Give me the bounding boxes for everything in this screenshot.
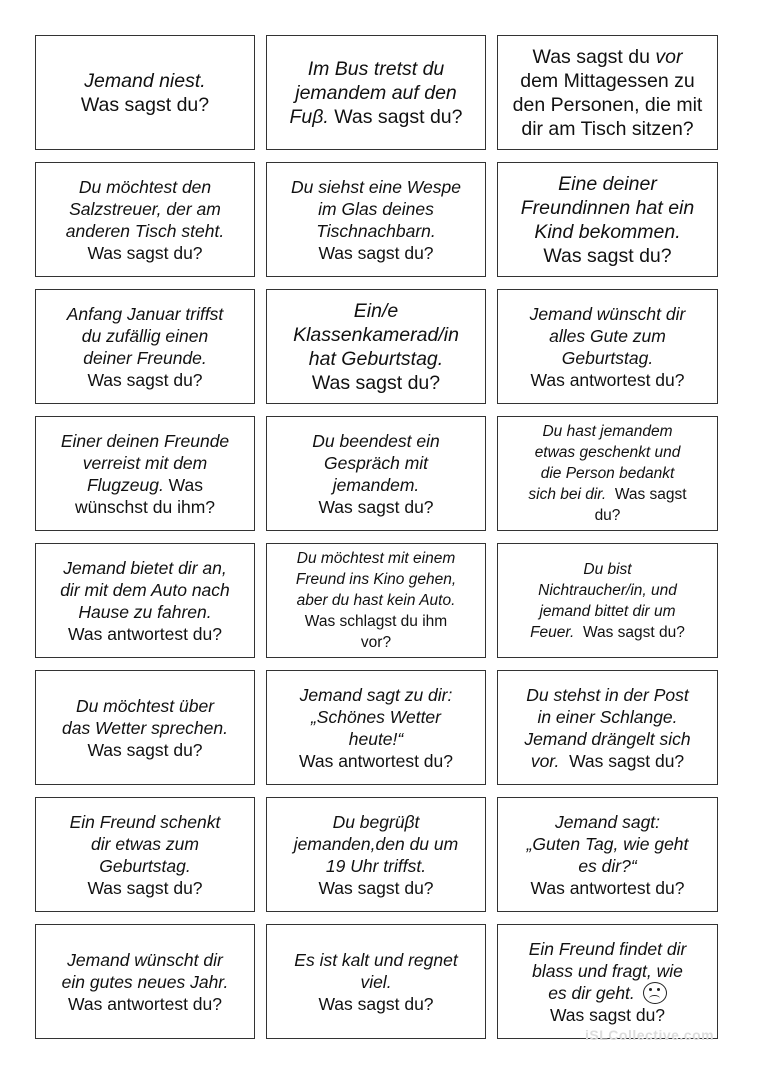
card-line — [297, 590, 456, 611]
situation-text: 19 Uhr triffst. — [325, 855, 427, 876]
situation-text: das Wetter sprechen. — [61, 717, 228, 738]
card-line — [291, 176, 461, 198]
card-line — [87, 369, 202, 391]
situation-text: jemanden,den du um — [293, 833, 459, 854]
card-line — [537, 706, 677, 728]
situation-text: Jemand sagt: — [554, 811, 661, 832]
conversation-card — [497, 162, 718, 277]
situation-text: aber du hast kein Auto. — [296, 592, 456, 609]
situation-text: Ein Freund findet dir — [528, 938, 687, 959]
card-line — [63, 557, 226, 579]
card-line — [531, 750, 684, 772]
question-text: Was sagst du? — [574, 623, 685, 641]
card-line — [297, 548, 456, 569]
question-text: Was antwortest du? — [67, 623, 222, 644]
question-text: Was sagst du? — [318, 242, 434, 263]
card-line — [296, 569, 456, 590]
conversation-card — [497, 35, 718, 150]
card-line — [535, 442, 681, 463]
question-text: Was schlagst du ihm — [304, 613, 448, 630]
watermark: iSLCollective.com — [585, 1027, 715, 1043]
situation-text: Nichtraucher/in, und — [538, 581, 677, 599]
card-line — [83, 452, 207, 474]
card-line — [294, 949, 457, 971]
card-line — [541, 463, 675, 484]
situation-text: im Glas deines — [318, 198, 434, 219]
card-line — [311, 706, 441, 728]
card-line — [533, 45, 683, 69]
question-text: Was antwortest du? — [530, 369, 685, 390]
question-text: Was antwortest du? — [298, 750, 453, 771]
card-line — [550, 1004, 665, 1026]
card-line — [529, 938, 687, 960]
question-text: wünschst du ihm? — [74, 496, 216, 517]
situation-text: Tischnachbarn. — [316, 220, 436, 241]
card-line — [87, 242, 202, 264]
situation-text: Jemand niest. — [84, 69, 206, 92]
card-line — [555, 811, 660, 833]
question-text: Was sagst du? — [318, 877, 434, 898]
conversation-card — [497, 416, 718, 531]
conversation-card — [497, 924, 718, 1039]
situation-text: Du siehst eine Wespe — [291, 176, 461, 197]
situation-text: Kind bekommen. — [534, 220, 681, 243]
situation-text: Du begrüβt — [332, 811, 420, 832]
conversation-card — [266, 289, 486, 404]
card-line — [69, 198, 221, 220]
card-line — [526, 684, 688, 706]
question-text: Was sagst — [606, 486, 687, 503]
card-line — [68, 623, 222, 645]
situation-text: vor — [655, 45, 683, 68]
card-line — [532, 960, 683, 982]
question-text: Was sagst du? — [559, 750, 685, 771]
sad-face-icon — [643, 982, 667, 1004]
card-line — [534, 220, 680, 244]
card-line — [530, 877, 684, 899]
card-line — [530, 303, 686, 325]
question-text: Was sagst du? — [543, 244, 672, 267]
situation-text: es dir geht. — [548, 982, 635, 1003]
situation-text: Gespräch mit — [323, 452, 429, 473]
conversation-card — [266, 543, 486, 658]
card-line — [308, 57, 445, 81]
situation-text: Einer deinen Freunde — [60, 430, 230, 451]
situation-text: Flugzeug. — [86, 474, 164, 495]
card-line — [318, 496, 433, 518]
question-text: Was sagst du? — [80, 93, 210, 116]
card-line — [318, 877, 433, 899]
situation-text: Du bist — [583, 560, 632, 578]
conversation-card — [497, 289, 718, 404]
conversation-card — [35, 162, 255, 277]
situation-text: Klassenkamerad/in — [293, 323, 459, 346]
conversation-card — [35, 35, 255, 150]
card-line — [67, 949, 223, 971]
card-line — [83, 347, 207, 369]
card-line — [360, 971, 391, 993]
situation-text: Ein Freund schenkt — [69, 811, 221, 832]
card-line — [82, 325, 208, 347]
conversation-card — [35, 543, 255, 658]
question-text: Was sagst du? — [87, 369, 203, 390]
conversation-card — [266, 670, 486, 785]
situation-text: Eine deiner — [558, 172, 657, 195]
card-line — [60, 579, 230, 601]
situation-text: Du möchtest den — [78, 176, 212, 197]
question-text: Was sagst du? — [311, 371, 441, 394]
situation-text: Salzstreuer, der am — [69, 198, 221, 219]
conversation-card — [266, 924, 486, 1039]
situation-text: Freund ins Kino gehen, — [295, 571, 457, 588]
card-line — [558, 172, 657, 196]
situation-text: „Guten Tag, wie geht — [526, 833, 689, 854]
situation-text: die Person bedankt — [540, 465, 675, 482]
card-line — [521, 196, 694, 220]
situation-text: Ein/e — [353, 299, 399, 322]
card-line — [583, 559, 631, 580]
situation-text: Jemand sagt zu dir: — [299, 684, 453, 705]
card-line — [87, 474, 203, 496]
card-line — [333, 811, 420, 833]
situation-text: anderen Tisch steht. — [65, 220, 225, 241]
card-line — [62, 971, 229, 993]
card-line — [539, 601, 675, 622]
question-text: Was — [163, 474, 204, 495]
card-line — [99, 855, 190, 877]
card-line — [66, 220, 224, 242]
situation-text: ein gutes neues Jahr. — [61, 971, 229, 992]
question-text: Was sagst du? — [328, 105, 463, 128]
card-line — [312, 430, 439, 452]
card-line — [62, 717, 228, 739]
situation-text: verreist mit dem — [82, 452, 208, 473]
question-text: dem Mittagessen zu — [520, 69, 695, 92]
conversation-card — [35, 797, 255, 912]
situation-text: alles Gute zum — [549, 325, 666, 346]
card-line — [87, 739, 202, 761]
card-line — [549, 325, 666, 347]
card-line — [84, 69, 205, 93]
conversation-card — [35, 416, 255, 531]
question-text: Was sagst du? — [87, 739, 203, 760]
question-text: Was sagst du? — [87, 877, 203, 898]
card-line — [542, 421, 672, 442]
card-line — [294, 833, 458, 855]
card-line — [76, 695, 214, 717]
conversation-card — [266, 35, 486, 150]
card-grid — [35, 35, 718, 1039]
conversation-card — [497, 797, 718, 912]
question-text: Was sagst du? — [549, 1004, 666, 1025]
situation-text: jemandem auf den — [295, 81, 457, 104]
card-line — [354, 299, 398, 323]
conversation-card — [497, 543, 718, 658]
situation-text: hat Geburtstag. — [308, 347, 444, 370]
card-line — [67, 303, 224, 325]
situation-text: Jemand bietet dir an, — [63, 557, 227, 578]
conversation-card — [35, 924, 255, 1039]
situation-text: Du hast jemandem — [542, 423, 673, 440]
question-text: Was sagst du? — [318, 993, 434, 1014]
card-line — [293, 323, 459, 347]
situation-text: du zufällig einen — [81, 325, 209, 346]
situation-text: Feuer. — [530, 623, 575, 641]
card-line — [538, 580, 677, 601]
card-line — [326, 855, 426, 877]
card-line — [318, 242, 433, 264]
situation-text: Fuβ. — [289, 105, 329, 128]
question-text: Was sagst du? — [318, 496, 434, 517]
situation-text: Hause zu fahren. — [78, 601, 212, 622]
card-line — [68, 993, 222, 1015]
card-line — [295, 81, 457, 105]
conversation-card — [266, 797, 486, 912]
situation-text: Freundinnen hat ein — [520, 196, 695, 219]
card-line — [530, 369, 684, 391]
conversation-card — [266, 162, 486, 277]
card-line — [312, 371, 440, 395]
situation-text: Jemand wünscht dir — [67, 949, 223, 970]
question-text: du? — [594, 507, 621, 524]
situation-text: Geburtstag. — [99, 855, 191, 876]
card-line — [75, 496, 215, 518]
situation-text: dir etwas zum — [91, 833, 199, 854]
question-text: Was sagst du — [532, 45, 656, 68]
card-line — [578, 855, 636, 877]
card-line — [300, 684, 453, 706]
card-line — [521, 117, 693, 141]
card-line — [61, 430, 229, 452]
card-line — [349, 728, 403, 750]
situation-text: Es ist kalt und regnet — [294, 949, 458, 970]
situation-text: viel. — [360, 971, 392, 992]
situation-text: Du stehst in der Post — [526, 684, 689, 705]
situation-text: deiner Freunde. — [83, 347, 207, 368]
card-line — [562, 347, 653, 369]
situation-text: blass und fragt, wie — [532, 960, 683, 981]
card-line — [316, 220, 436, 242]
conversation-card — [35, 289, 255, 404]
card-line — [318, 993, 433, 1015]
situation-text: „Schönes Wetter — [310, 706, 441, 727]
card-line — [595, 505, 621, 526]
question-text: Was antwortest du? — [67, 993, 222, 1014]
situation-text: Jemand wünscht dir — [529, 303, 686, 324]
conversation-card — [266, 416, 486, 531]
card-line — [520, 69, 695, 93]
situation-text: Geburtstag. — [561, 347, 654, 368]
card-line — [548, 982, 667, 1004]
card-line — [333, 474, 420, 496]
conversation-card — [35, 670, 255, 785]
situation-text: heute!“ — [348, 728, 404, 749]
situation-text: etwas geschenkt und — [534, 444, 681, 461]
card-line — [361, 632, 391, 653]
card-line — [289, 105, 462, 129]
situation-text: jemand bittet dir um — [539, 602, 676, 620]
situation-text: vor. — [530, 750, 560, 771]
card-line — [81, 93, 209, 117]
situation-text: Du möchtest über — [75, 695, 215, 716]
card-line — [324, 452, 428, 474]
situation-text: Anfang Januar triffst — [66, 303, 224, 324]
card-line — [527, 833, 689, 855]
question-text: vor? — [360, 634, 392, 651]
card-line — [530, 622, 685, 643]
situation-text: Jemand drängelt sich — [524, 728, 691, 749]
conversation-card — [497, 670, 718, 785]
card-line — [309, 347, 443, 371]
card-line — [91, 833, 199, 855]
question-text: Was sagst du? — [87, 242, 203, 263]
situation-text: Im Bus tretst du — [307, 57, 445, 80]
situation-text: Du beendest ein — [312, 430, 440, 451]
card-line — [528, 484, 686, 505]
question-text: den Personen, die mit — [512, 93, 703, 116]
card-line — [299, 750, 453, 772]
card-line — [79, 176, 211, 198]
card-line — [318, 198, 434, 220]
situation-text: dir mit dem Auto nach — [60, 579, 230, 600]
card-line — [87, 877, 202, 899]
situation-text: jemandem. — [332, 474, 420, 495]
card-line — [543, 244, 671, 268]
card-line — [513, 93, 703, 117]
question-text: Was antwortest du? — [530, 877, 685, 898]
card-line — [78, 601, 211, 623]
card-line — [524, 728, 690, 750]
card-line — [305, 611, 447, 632]
question-text: dir am Tisch sitzen? — [521, 117, 694, 140]
situation-text: Du möchtest mit einem — [296, 550, 456, 567]
situation-text: sich bei dir. — [528, 486, 607, 503]
situation-text: in einer Schlange. — [537, 706, 678, 727]
card-line — [70, 811, 221, 833]
situation-text: es dir?“ — [578, 855, 637, 876]
